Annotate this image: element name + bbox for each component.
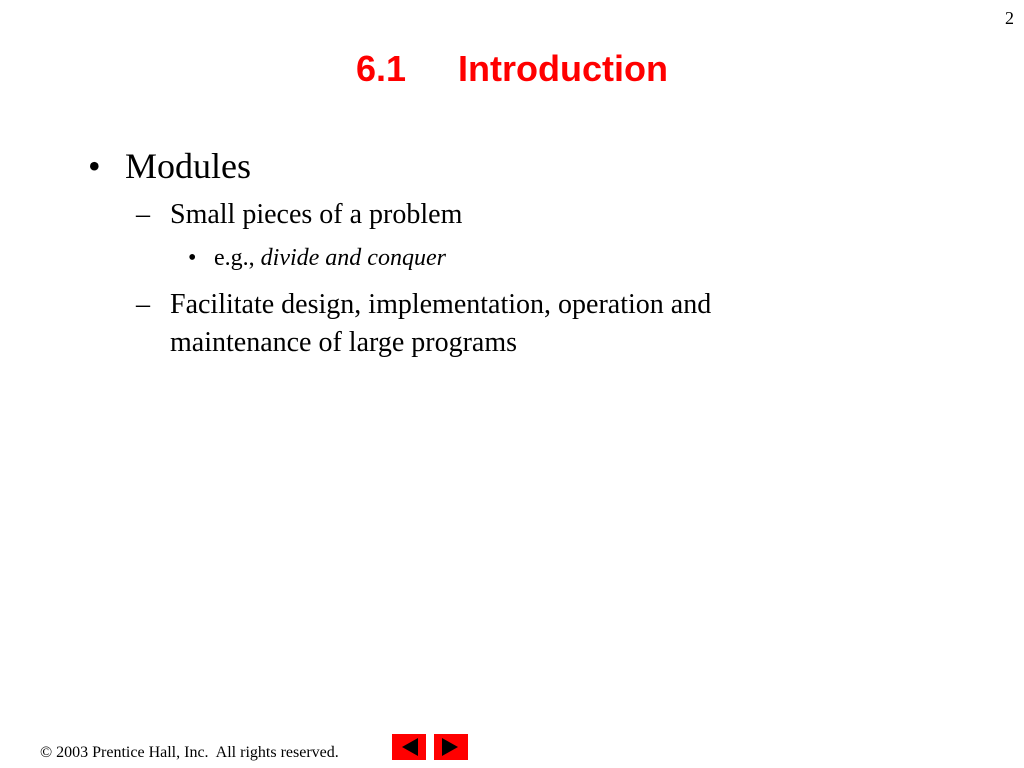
right-triangle-icon <box>434 734 468 760</box>
sub-bullet-facilitate <box>88 286 808 362</box>
sub-sub-bullet-example <box>88 242 808 274</box>
previous-slide-button[interactable] <box>392 734 426 760</box>
dash-marker: – <box>136 289 150 320</box>
bullet-marker: • <box>188 245 197 271</box>
sub-bullet-small-pieces <box>88 196 808 234</box>
slide-navigation <box>392 734 468 760</box>
copyright-footer <box>40 744 339 762</box>
bullet-marker: • <box>88 146 101 186</box>
dash-marker: – <box>136 199 150 230</box>
copyright-text: 2003 Prentice Hall, Inc. All rights reserved. <box>52 744 339 761</box>
sub-bullet-text: Small pieces of a problem <box>170 199 463 230</box>
bullet-modules <box>88 144 808 188</box>
bullet-text: Modules <box>125 146 251 186</box>
slide-content <box>88 144 808 362</box>
sub-bullet-text: Facilitate design, implementation, operation and maintenance of large programs <box>170 289 712 358</box>
section-title: Introduction <box>458 48 668 89</box>
left-triangle-icon <box>392 734 426 760</box>
slide-title <box>0 48 1024 90</box>
section-number: 6.1 <box>356 48 407 89</box>
copyright-symbol: © <box>40 744 53 761</box>
page-number: 2 <box>1005 8 1014 28</box>
example-emphasis: divide and conquer <box>260 245 446 271</box>
example-prefix: e.g., <box>214 245 261 271</box>
next-slide-button[interactable] <box>434 734 468 760</box>
